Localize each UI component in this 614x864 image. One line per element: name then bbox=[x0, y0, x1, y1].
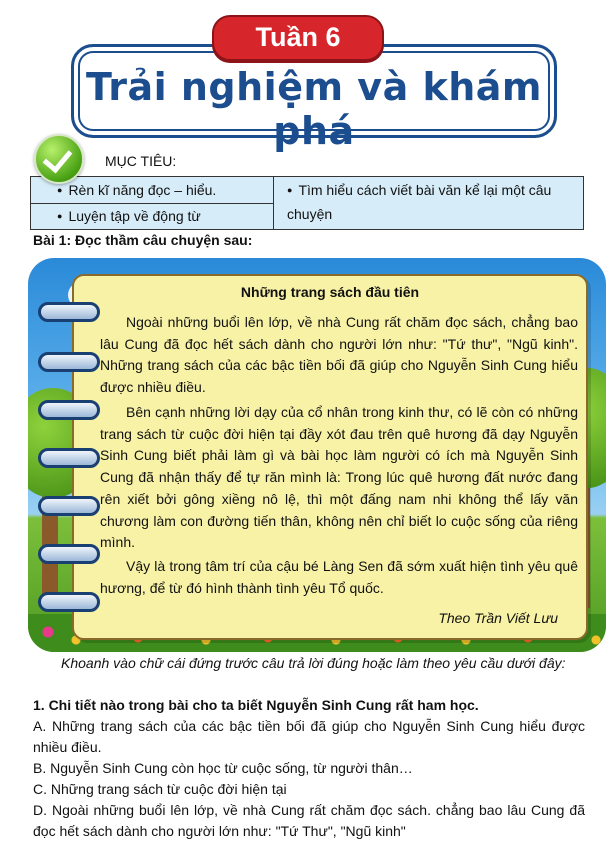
binder-ring-icon bbox=[38, 302, 100, 322]
objective-text: Tìm hiểu cách viết bài văn kể lại một câu chuyện bbox=[287, 182, 552, 222]
page-title: Trải nghiệm và khám phá bbox=[85, 65, 543, 153]
question-text: 1. Chi tiết nào trong bài cho ta biết Nguyễn Sinh Cung rất ham học. bbox=[33, 697, 479, 713]
story-paragraph: Bên cạnh những lời dạy của cổ nhân trong kinh thư, có lẽ còn có những trang sách từ cuộc đời hiện tại đầy xót đau trên quê hương đã dạy Nguyễn Sinh Cung biết phải làm gì và bài học làm người có ích mà Nguyễn Sinh Cung đã nhận thấy để tự răn mình là: Trong lúc quê hương đất nước đang rên xiết bởi gông xiềng nô lệ, thì một đấng nam nhi không thể lấy văn chương làm con đường tiến thân, không nên chỉ biết lo cuộc sống của riêng mình. bbox=[100, 404, 578, 551]
story-paragraph: Vậy là trong tâm trí của cậu bé Làng Sen đã sớm xuất hiện tình yêu quê hương, để từ đó hình thành tình yêu Tổ quốc. bbox=[100, 558, 578, 596]
objective-item bbox=[57, 204, 271, 228]
binder-ring-icon bbox=[38, 400, 100, 420]
exercise-heading: Bài 1: Đọc thầm câu chuyện sau: bbox=[33, 232, 253, 248]
objective-text: Rèn kĩ năng đọc – hiểu. bbox=[68, 182, 217, 198]
answer-option-d[interactable]: D. Ngoài những buổi lên lớp, về nhà Cung rất chăm đọc sách. chẳng bao lâu Cung đã đọc hết sách dành cho người lớn như: "Tứ Thư", "Ngũ kinh" bbox=[33, 802, 585, 839]
objective-text: Luyện tập về động từ bbox=[68, 208, 201, 224]
objectives-label: MỤC TIÊU: bbox=[105, 153, 177, 169]
objectives-table bbox=[30, 176, 584, 230]
table-divider bbox=[273, 177, 274, 229]
check-icon bbox=[34, 134, 84, 184]
objective-item bbox=[57, 178, 271, 202]
answer-option-c[interactable]: C. Những trang sách từ cuộc đời hiện tại bbox=[33, 781, 287, 797]
week-badge: Tuần 6 bbox=[212, 15, 384, 61]
binder-ring-icon bbox=[38, 496, 100, 516]
story-source: Theo Trần Viết Lưu bbox=[438, 610, 558, 626]
binder-ring-icon bbox=[38, 544, 100, 564]
story-paragraph: Ngoài những buổi lên lớp, về nhà Cung rất chăm đọc sách, chẳng bao lâu Cung đã đọc hết sách dành cho người lớn như: "Tứ thư", "Ngũ kinh". Những trang sách của các bậc tiền bối đã giúp cho Nguyễn Sinh Cung hiểu được nhiều điều. bbox=[100, 314, 578, 396]
binder-ring-icon bbox=[38, 448, 100, 468]
objective-item bbox=[287, 178, 577, 226]
binder-ring-icon bbox=[38, 592, 100, 612]
binder-ring-icon bbox=[38, 352, 100, 372]
instruction-text: Khoanh vào chữ cái đứng trước câu trả lời đúng hoặc làm theo yêu cầu dưới đây: bbox=[61, 655, 566, 671]
answer-option-b[interactable]: B. Nguyễn Sinh Cung còn học từ cuộc sống, từ người thân… bbox=[33, 760, 413, 776]
answer-option-a[interactable]: A. Những trang sách của các bậc tiền bối đã giúp cho Nguyễn Sinh Cung hiểu được nhiều điều. bbox=[33, 718, 585, 755]
story-title: Những trang sách đầu tiên bbox=[240, 284, 420, 300]
